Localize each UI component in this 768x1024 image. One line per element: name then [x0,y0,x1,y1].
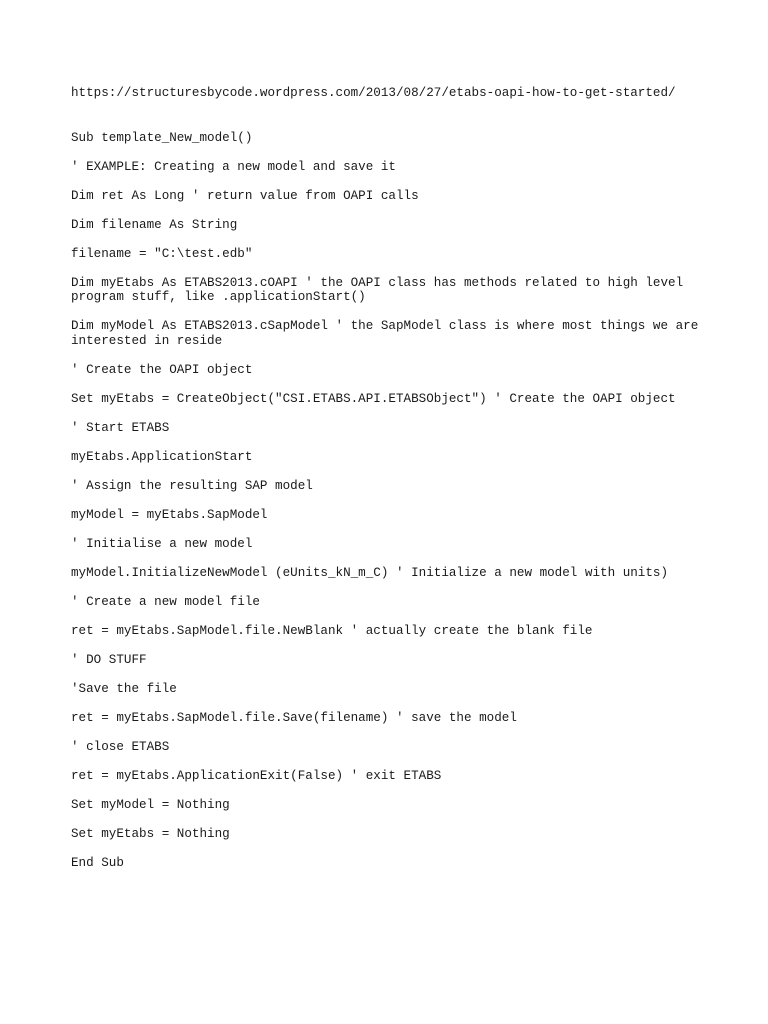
code-line: Dim ret As Long ' return value from OAPI calls [71,188,419,203]
code-line: filename = "C:\test.edb" [71,246,253,261]
code-line: ' Create the OAPI object [71,362,253,377]
source-url: https://structuresbycode.wordpress.com/2013/08/27/etabs-oapi-how-to-get-started/ [71,86,676,100]
code-line: Set myEtabs = CreateObject("CSI.ETABS.API.ETABSObject") ' Create the OAPI object [71,391,676,406]
code-line: 'Save the file [71,681,177,696]
code-line: myModel.InitializeNewModel (eUnits_kN_m_C) ' Initialize a new model with units) [71,565,669,580]
code-line: ' Initialise a new model [71,536,253,551]
code-line: ' Start ETABS [71,420,170,435]
code-line: Dim myEtabs As ETABS2013.cOAPI ' the OAPI class has methods related to high level program stuff, like .applicationStart() [71,275,691,304]
code-line: ' EXAMPLE: Creating a new model and save it [71,159,396,174]
code-line: Dim filename As String [71,217,238,232]
code-line: myModel = myEtabs.SapModel [71,507,268,522]
code-line: End Sub [71,855,124,870]
code-line: ret = myEtabs.SapModel.file.NewBlank ' actually create the blank file [71,623,593,638]
code-line: ret = myEtabs.SapModel.file.Save(filename) ' save the model [71,710,517,725]
code-line: Dim myModel As ETABS2013.cSapModel ' the SapModel class is where most things we are interested in reside [71,319,706,348]
code-line: Sub template_New_model() [71,130,253,145]
code-line: Set myModel = Nothing [71,797,230,812]
code-line: ' close ETABS [71,739,170,754]
code-listing [71,86,711,885]
code-line: ' Assign the resulting SAP model [71,478,313,493]
code-line: ' Create a new model file [71,594,260,609]
code-line: ret = myEtabs.ApplicationExit(False) ' exit ETABS [71,768,442,783]
code-line: ' DO STUFF [71,652,147,667]
code-line: myEtabs.ApplicationStart [71,449,253,464]
code-line: Set myEtabs = Nothing [71,826,230,841]
